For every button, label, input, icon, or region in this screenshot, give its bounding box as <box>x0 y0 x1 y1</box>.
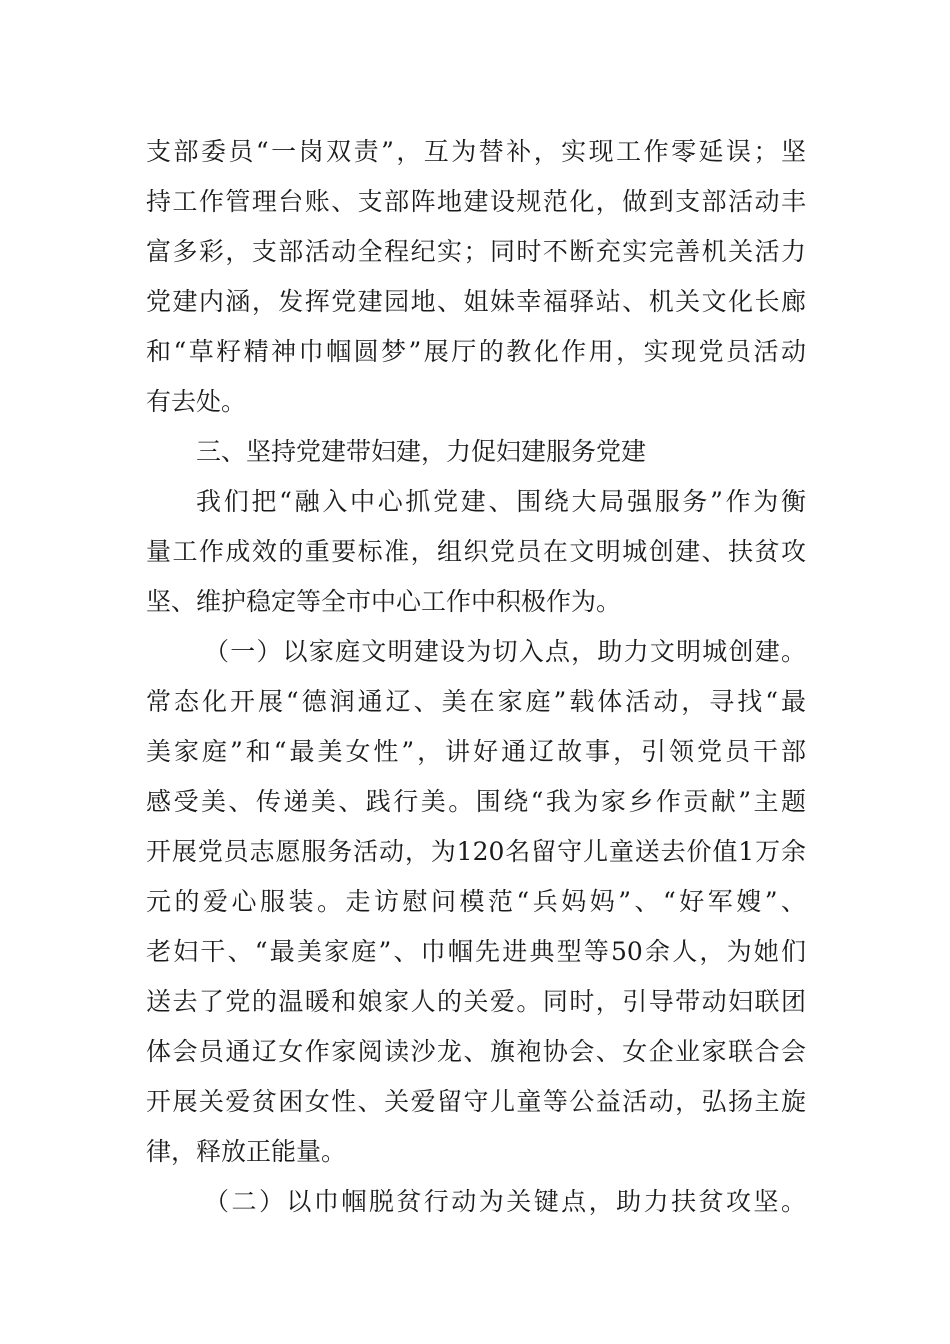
text-line: 律，释放正能量。 <box>146 1137 347 1166</box>
text-line: 感受美、传递美、践行美。围绕“我为家乡作贡献”主题 <box>146 787 806 816</box>
text-line: 送去了党的温暖和娘家人的关爱。同时，引导带动妇联团 <box>146 987 806 1016</box>
text-line: 开展关爱贫困女性、关爱留守儿童等公益活动，弘扬主旋 <box>146 1087 806 1116</box>
subsection-heading: （二）以巾帼脱贫行动为关键点，助力扶贫攻坚。 <box>204 1187 806 1216</box>
text-line: 富多彩，支部活动全程纪实；同时不断充实完善机关活力 <box>146 237 806 266</box>
text-line: 我们把“融入中心抓党建、围绕大局强服务”作为衡 <box>196 487 806 516</box>
text-line: 开展党员志愿服务活动，为120名留守儿童送去价值1万余 <box>146 837 806 866</box>
text-line: 和“草籽精神巾帼圆梦”展厅的教化作用，实现党员活动 <box>146 337 806 366</box>
text-line: 老妇干、“最美家庭”、巾帼先进典型等50余人，为她们 <box>146 937 806 966</box>
text-line: 量工作成效的重要标准，组织党员在文明城创建、扶贫攻 <box>146 537 806 566</box>
text-line: 党建内涵，发挥党建园地、姐妹幸福驿站、机关文化长廊 <box>146 287 806 316</box>
text-line: 支部委员“一岗双责”，互为替补，实现工作零延误；坚 <box>146 137 806 166</box>
text-line: 体会员通辽女作家阅读沙龙、旗袍协会、女企业家联合会 <box>146 1037 806 1066</box>
section-heading: 三、坚持党建带妇建，力促妇建服务党建 <box>196 437 647 466</box>
text-line: 元的爱心服装。走访慰问模范“兵妈妈”、“好军嫂”、 <box>146 887 806 916</box>
text-line: 常态化开展“德润通辽、美在家庭”载体活动，寻找“最 <box>146 687 806 716</box>
document-body <box>146 127 806 1227</box>
subsection-heading: （一）以家庭文明建设为切入点，助力文明城创建。 <box>204 637 806 666</box>
text-line: 有去处。 <box>146 387 247 416</box>
text-line: 美家庭”和“最美女性”，讲好通辽故事，引领党员干部 <box>146 737 806 766</box>
text-line: 坚、维护稳定等全市中心工作中积极作为。 <box>146 587 622 616</box>
text-line: 持工作管理台账、支部阵地建设规范化，做到支部活动丰 <box>146 187 806 216</box>
